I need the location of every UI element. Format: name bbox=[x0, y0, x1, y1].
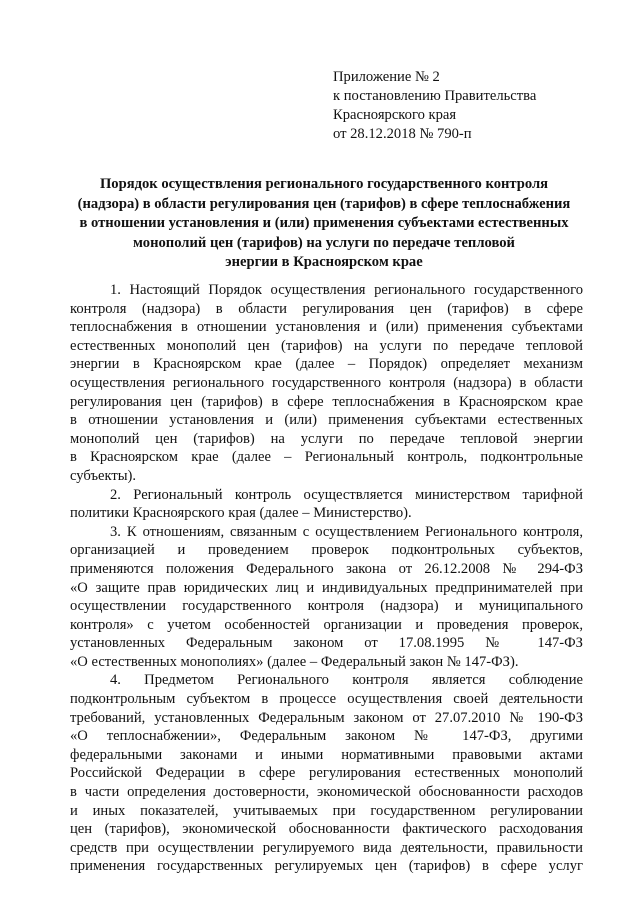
body-line: 1. Настоящий Порядок осуществления регионального государственного bbox=[110, 282, 583, 298]
body-line: организацией и проведением проверок подконтрольных субъектов, bbox=[70, 542, 583, 559]
body-line: энергии в Красноярском крае (далее – Порядок) определяет механизм bbox=[70, 356, 583, 373]
body-line: в отношении установления и (или) применения субъектами естественных bbox=[70, 412, 583, 429]
title-line: Порядок осуществления регионального государственного контроля bbox=[99, 176, 549, 192]
title-line: монополий цен (тарифов) на услуги по передаче тепловой bbox=[133, 234, 515, 251]
title-line: (надзора) в области регулирования цен (тарифов) в сфере теплоснабжения bbox=[77, 195, 571, 212]
body-line: 2. Региональный контроль осуществляется министерством тарифной bbox=[110, 486, 583, 503]
body-line: и иных показателей, учитываемых при государственном регулировании bbox=[70, 802, 583, 819]
title-line: энергии в Красноярском крае bbox=[225, 254, 423, 270]
appendix-line: Приложение № 2 bbox=[333, 69, 440, 85]
body-line: теплоснабжения в отношении установления и (или) применения субъектами bbox=[70, 319, 583, 336]
appendix-header bbox=[333, 68, 536, 144]
body-line: политики Красноярского края (далее – Министерство). bbox=[70, 505, 412, 522]
document-body bbox=[70, 281, 583, 876]
body-line: осуществления регионального государственного контроля (надзора) в области bbox=[70, 374, 583, 391]
body-line: «О естественных монополиях» (далее – Федеральный закон № 147-ФЗ). bbox=[70, 653, 519, 670]
body-line: «О защите прав юридических лиц и индивидуальных предпринимателей при bbox=[70, 579, 583, 596]
body-line: контроля (надзора) в области регулирования цен (тарифов) в сфере bbox=[70, 300, 583, 317]
body-line: монополий цен (тарифов) на услуги по передаче тепловой энергии bbox=[70, 430, 583, 447]
body-line: федеральными законами и иными нормативными правовыми актами bbox=[70, 746, 583, 763]
body-line: установленных Федеральным законом от 17.08.1995 № 147-ФЗ bbox=[70, 635, 583, 652]
body-line: Российской Федерации в сфере регулирования естественных монополий bbox=[70, 765, 583, 782]
appendix-line: от 28.12.2018 № 790-п bbox=[333, 126, 472, 142]
body-line: 3. К отношениям, связанным с осуществлением Регионального контроля, bbox=[110, 523, 583, 540]
body-line: применения государственных регулируемых цен (тарифов) в сфере услуг bbox=[70, 858, 583, 875]
body-line: осуществлении государственного контроля (надзора) и муниципального bbox=[70, 598, 583, 615]
appendix-line: Красноярского края bbox=[333, 107, 457, 123]
body-line: требований, установленных Федеральным законом от 27.07.2010 № 190-ФЗ bbox=[70, 709, 583, 726]
body-line: субъекты). bbox=[70, 467, 137, 484]
body-line: 4. Предметом Регионального контроля является соблюдение bbox=[110, 672, 583, 689]
document-title bbox=[64, 175, 584, 273]
body-line: подконтрольным субъектом в процессе осуществления своей деятельности bbox=[70, 691, 583, 708]
title-line: в отношении установления и (или) применения субъектами естественных bbox=[79, 215, 569, 231]
body-line: регулирования цен (тарифов) в сфере теплоснабжения в Красноярском крае bbox=[70, 393, 583, 410]
body-line: средств при осуществлении регулируемого вида деятельности, правильности bbox=[70, 839, 583, 856]
body-line: в Красноярском крае (далее – Региональный контроль, подконтрольные bbox=[70, 449, 583, 466]
body-line: применяются положения Федерального закона от 26.12.2008 № 294-ФЗ bbox=[70, 560, 583, 577]
body-line: контроля» с учетом особенностей организации и проведения проверок, bbox=[70, 616, 583, 633]
body-line: естественных монополий цен (тарифов) на услуги по передаче тепловой bbox=[70, 337, 583, 354]
body-line: цен (тарифов), экономической обоснованности фактического расходования bbox=[70, 821, 583, 838]
body-line: в части определения достоверности, экономической обоснованности расходов bbox=[70, 784, 583, 801]
appendix-line: к постановлению Правительства bbox=[333, 88, 537, 104]
body-line: «О теплоснабжении», Федеральным законом № 147-ФЗ, другими bbox=[70, 728, 583, 745]
